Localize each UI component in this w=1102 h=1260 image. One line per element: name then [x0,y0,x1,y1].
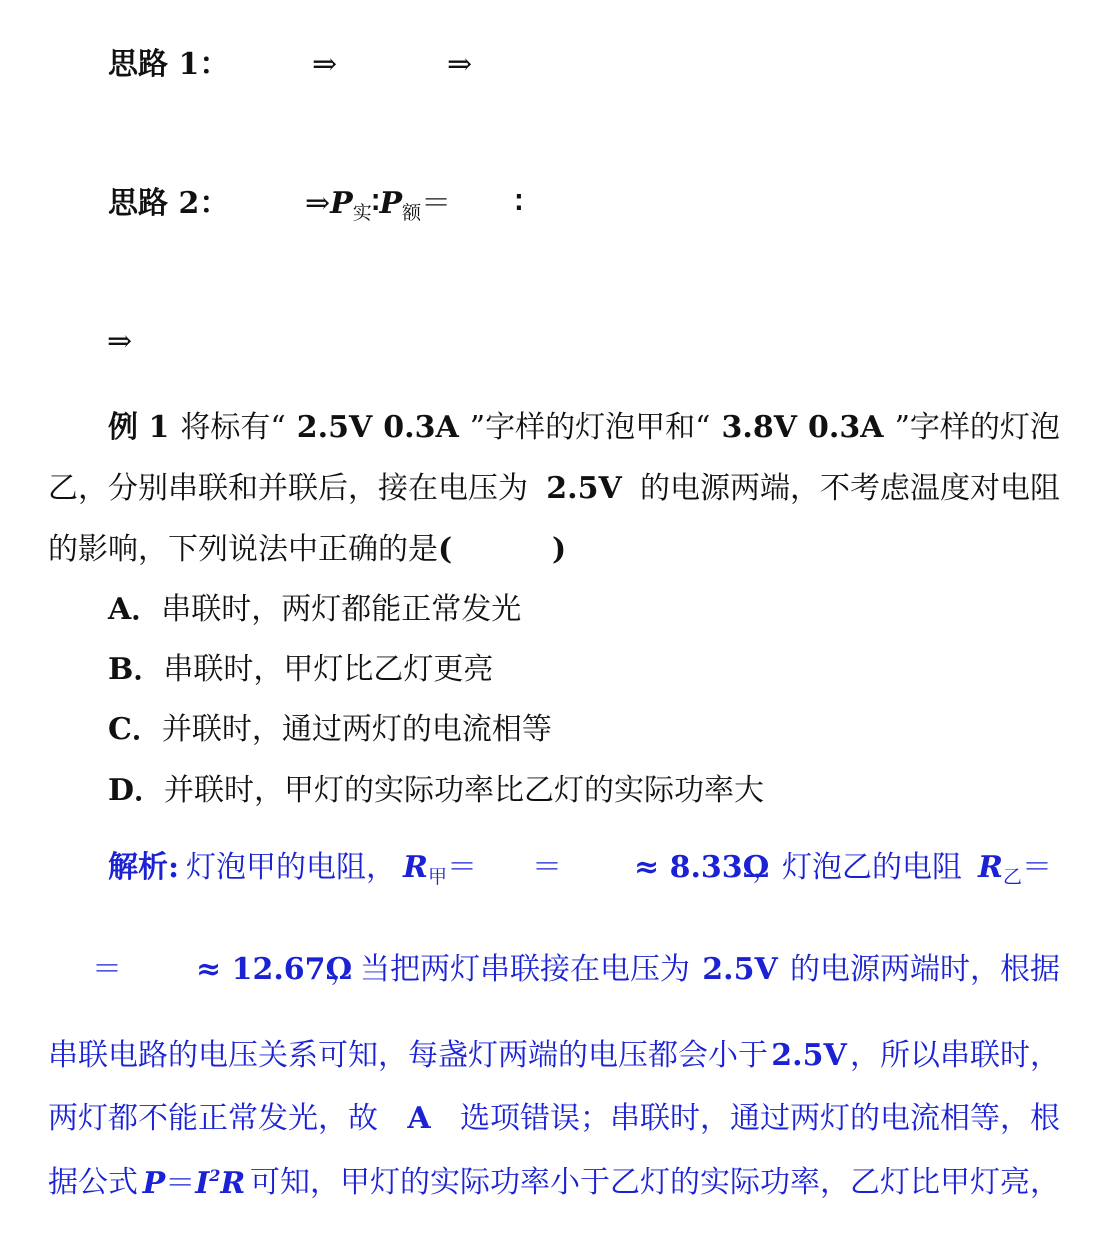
option-letter: D． [108,773,165,808]
subscript: 乙 [1002,866,1022,888]
paren-open: ( [438,532,453,567]
text: 两灯都不能正常发光，故 [48,1101,378,1136]
option-letter: B． [108,652,164,687]
text: 串联电路的电压关系可知，每盏灯两端的电压都会小于 [48,1038,768,1073]
analysis-line-3 [48,1038,1060,1073]
resistance-formula [978,850,1052,888]
spec-current: 0.3A [808,410,884,445]
analysis-text: ，灯泡乙的电阻 [752,850,962,885]
equals-sign: ＝ [421,186,452,221]
text: ”字样的灯泡 [894,410,1060,445]
example-line-2 [48,471,1060,506]
ratio-colon: ∶ [371,186,380,221]
arrow: ⇒ [107,324,133,359]
subscript: 甲 [427,866,447,888]
arrow: ⇒ [447,47,473,82]
subscript: 实 [352,202,372,224]
text: 选项错误；串联时，通过两灯的电流相等，根 [460,1101,1060,1136]
power-symbol: P [379,186,403,221]
si-lu-1-label: 思路 1： [108,47,230,82]
resistance-symbol: R [403,850,428,885]
equals-sign: ＝ [92,952,122,987]
approx-value: ≈ 12.67Ω [196,952,353,987]
arrow: ⇒ [305,186,331,221]
current-symbol: I [195,1166,210,1201]
option-d [108,773,765,808]
analysis-line-2 [330,952,1060,987]
equals-sign: ＝ [165,1166,196,1201]
power-symbol: P [330,186,353,221]
example-line-1 [108,410,1060,445]
option-text: 串联时，甲灯比乙灯更亮 [163,652,494,687]
text: 据公式 [48,1165,138,1200]
option-ref: A [407,1101,431,1136]
text: 乙，分别串联和并联后，接在电压为 [48,471,528,506]
voltage-value: 2.5V [702,952,778,987]
text: 将标有“ [180,410,286,445]
text: 的电源两端，不考虑温度对电阻 [640,471,1060,506]
resistance-formula [403,850,477,888]
option-text: 串联时，两灯都能正常发光 [161,592,522,627]
voltage-value: 2.5V [546,471,622,506]
equals-sign: ＝ [532,850,562,885]
text: ，所以串联时， [850,1038,1060,1073]
option-letter: A． [108,592,162,627]
text: ”字样的灯泡甲和“ [469,410,711,445]
si-lu-2-label: 思路 2： [108,186,230,221]
subscript: 额 [402,202,422,224]
arrow: ⇒ [312,47,338,82]
analysis-line-5 [48,1165,1060,1201]
option-letter: C． [108,712,162,747]
equals-sign: ＝ [446,850,477,885]
paren-close: ) [552,532,567,567]
approx-value: ≈ 8.33Ω [634,850,770,885]
voltage-value: 2.5V [771,1038,847,1073]
text: 可知，甲灯的实际功率小于乙灯的实际功率，乙灯比甲灯亮， [250,1165,1060,1200]
resistance-symbol: R [978,850,1003,885]
spec-voltage: 2.5V [296,410,373,445]
option-a [108,592,522,627]
option-text: 并联时，甲灯的实际功率比乙灯的实际功率大 [164,773,765,808]
power-symbol: P [142,1166,166,1201]
spec-current: 0.3A [383,410,459,445]
example-line-3 [48,532,453,567]
example-tag: 例 1 [108,410,170,445]
text: 的影响，下列说法中正确的是 [48,532,438,567]
text: ，当把两灯串联接在电压为 [330,952,690,987]
power-formula [143,1168,246,1199]
superscript: 2 [209,1166,221,1185]
si-lu-2-formula [305,186,452,224]
analysis-line-4 [48,1101,1060,1136]
analysis-text: 灯泡甲的电阻， [186,850,396,885]
resistance-symbol: R [220,1166,246,1201]
spec-voltage: 3.8V [721,410,797,445]
ratio-colon: ∶ [515,186,523,221]
option-c [108,712,552,747]
option-b [108,652,494,687]
option-text: 并联时，通过两灯的电流相等 [161,712,552,747]
analysis-label: 解析: [108,850,180,885]
equals-sign: ＝ [1021,850,1052,885]
text: 的电源两端时，根据 [790,952,1060,987]
